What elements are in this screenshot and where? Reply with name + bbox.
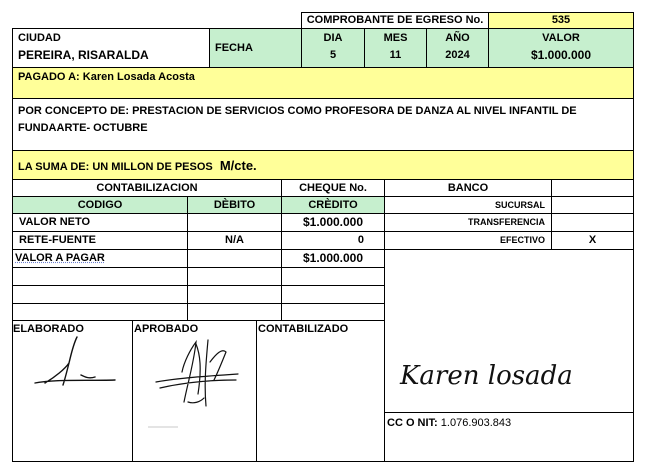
month-cell bbox=[364, 28, 427, 68]
recipient-signature-text: Karen losada bbox=[400, 361, 573, 391]
city-value: PEREIRA, RISARALDA bbox=[18, 48, 149, 62]
year-label: AÑO bbox=[445, 32, 470, 44]
day-cell bbox=[301, 28, 365, 68]
amount-suffix: M/cte. bbox=[219, 158, 257, 173]
day-label: DIA bbox=[323, 32, 343, 44]
empty-cell bbox=[281, 267, 385, 286]
empty-cell bbox=[281, 285, 385, 304]
paid-to: PAGADO A: Karen Losada Acosta bbox=[12, 67, 634, 99]
accounting-header: CONTABILIZACION bbox=[12, 179, 282, 197]
prepared-label: ELABORADO bbox=[13, 323, 84, 335]
id-label: CC O NIT: bbox=[387, 417, 438, 429]
row-debit bbox=[187, 249, 282, 268]
cash-mark: X bbox=[551, 231, 634, 250]
branch-label: SUCURSAL bbox=[384, 196, 552, 214]
bank-value bbox=[551, 179, 634, 197]
row-credit: 0 bbox=[281, 231, 385, 250]
bank-label: BANCO bbox=[384, 179, 552, 197]
concept-line1: POR CONCEPTO DE: PRESTACION DE SERVICIOS COMO PROFESORA DE DANZA AL NIVEL INFANTIL DE bbox=[18, 105, 577, 117]
value-amount: $1.000.000 bbox=[530, 48, 592, 62]
empty-cell bbox=[12, 267, 188, 286]
approved-signature bbox=[148, 332, 248, 432]
empty-cell bbox=[12, 303, 188, 321]
month-value: 11 bbox=[389, 49, 402, 61]
cheque-label: CHEQUE No. bbox=[281, 179, 385, 197]
posted-box bbox=[256, 320, 385, 462]
prepared-signature bbox=[25, 335, 125, 395]
empty-cell bbox=[187, 267, 282, 286]
empty-cell bbox=[187, 285, 282, 304]
row-code: RETE-FUENTE bbox=[12, 231, 188, 250]
row-code bbox=[12, 249, 188, 268]
transfer-value bbox=[551, 213, 634, 232]
year-cell bbox=[426, 28, 489, 68]
concept-cell bbox=[12, 98, 634, 151]
empty-cell bbox=[12, 285, 188, 304]
row-code: VALOR NETO bbox=[12, 213, 188, 232]
posted-label: CONTABILIZADO bbox=[258, 323, 349, 335]
city-cell bbox=[12, 28, 210, 68]
col-code: CODIGO bbox=[12, 196, 188, 214]
row-debit: N/A bbox=[187, 231, 282, 250]
row-credit: $1.000.000 bbox=[281, 213, 385, 232]
empty-cell bbox=[187, 303, 282, 321]
row-code-text: VALOR A PAGAR bbox=[15, 252, 105, 264]
col-credit: CRÈDITO bbox=[281, 196, 385, 214]
id-cell bbox=[384, 412, 634, 462]
cash-label: EFECTIVO bbox=[384, 231, 552, 250]
date-label: FECHA bbox=[209, 28, 302, 68]
voucher-title: COMPROBANTE DE EGRESO No. bbox=[301, 12, 489, 29]
transfer-label: TRANSFERENCIA bbox=[384, 213, 552, 232]
col-debit: DÈBITO bbox=[187, 196, 282, 214]
city-label: CIUDAD bbox=[18, 32, 61, 44]
value-cell bbox=[488, 28, 634, 68]
concept-line2: FUNDAARTE- OCTUBRE bbox=[18, 122, 148, 134]
month-label: MES bbox=[383, 32, 408, 44]
id-value: 1.076.903.843 bbox=[440, 417, 512, 429]
voucher-number: 535 bbox=[488, 12, 634, 29]
branch-value bbox=[551, 196, 634, 214]
row-debit bbox=[187, 213, 282, 232]
year-value: 2024 bbox=[445, 49, 470, 61]
amount-words-cell bbox=[12, 150, 634, 180]
day-value: 5 bbox=[329, 49, 337, 61]
value-label: VALOR bbox=[542, 32, 580, 44]
recipient-signature bbox=[392, 340, 592, 400]
amount-words: LA SUMA DE: UN MILLON DE PESOS bbox=[18, 161, 213, 173]
empty-cell bbox=[281, 303, 385, 321]
approved-label: APROBADO bbox=[134, 323, 199, 335]
row-credit: $1.000.000 bbox=[281, 249, 385, 268]
